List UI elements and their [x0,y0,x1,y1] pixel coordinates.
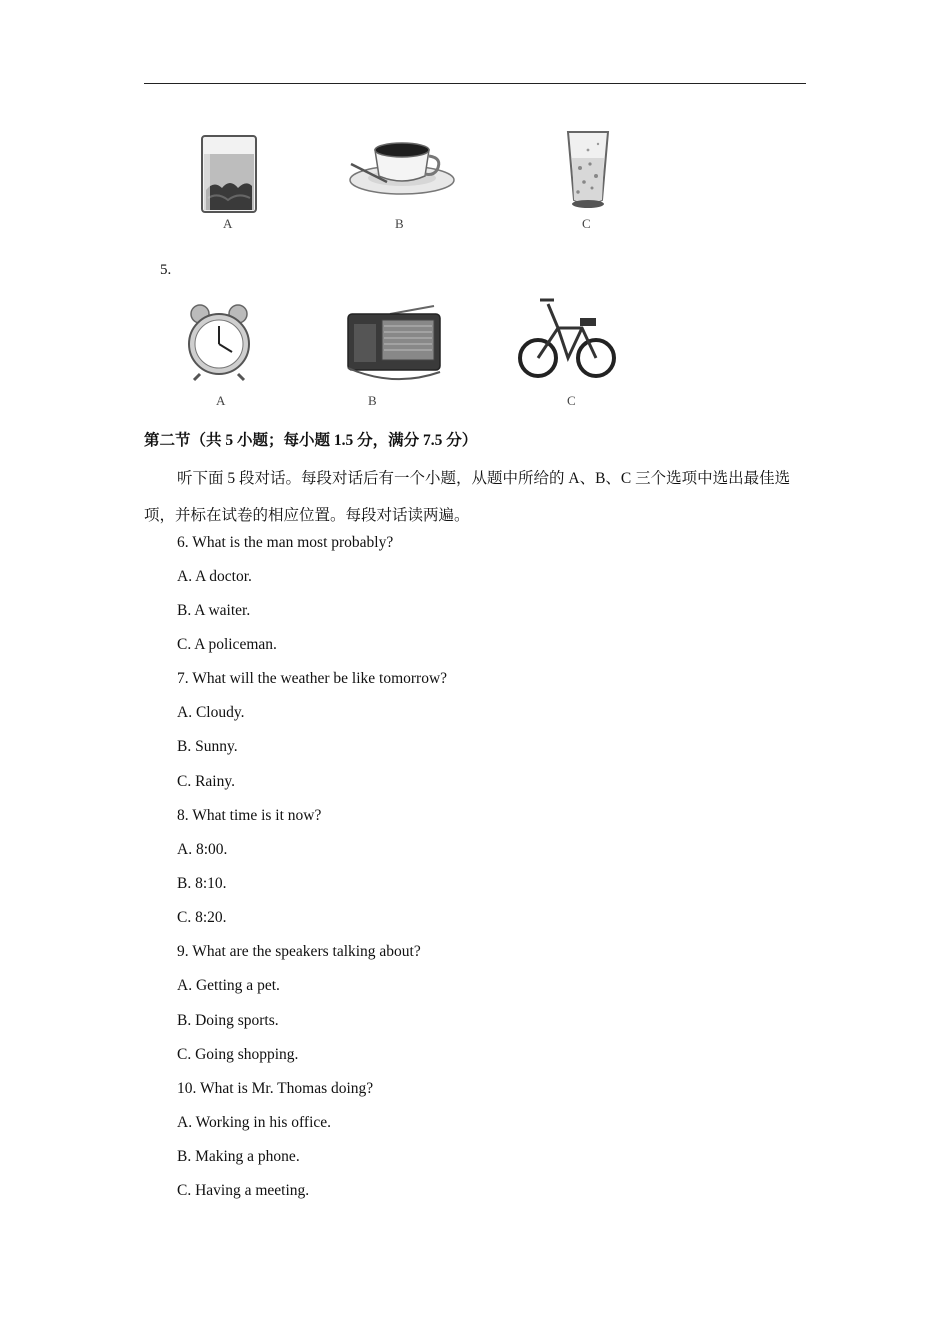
answer-option: A. Getting a pet. [177,977,280,994]
question-stem: 10. What is Mr. Thomas doing? [177,1080,374,1097]
answer-option: B. 8:10. [177,875,227,892]
answer-option: C. 8:20. [177,909,227,926]
answer-option: C. A policeman. [177,636,277,653]
question-stem: 7. What will the weather be like tomorrow? [177,670,448,687]
header-rule [144,83,806,84]
answer-option: A. A doctor. [177,568,252,585]
answer-option: A. 8:00. [177,841,228,858]
option-label-a: A [216,393,226,408]
answer-option: A. Working in his office. [177,1114,332,1131]
question-stem: 6. What is the man most probably? [177,534,394,551]
coffee-cup-icon [347,132,457,198]
alarm-clock-icon [186,304,252,382]
question-number-5: 5. [160,262,172,278]
radio-icon [344,302,448,384]
answer-option: C. Having a meeting. [177,1182,310,1199]
option-label-c: C [567,393,576,408]
option-label-b: B [368,393,377,408]
answer-option: C. Going shopping. [177,1046,299,1063]
tea-glass-icon [198,132,260,216]
answer-option: B. A waiter. [177,602,251,619]
option-label-c: C [582,216,591,231]
bicycle-icon [518,292,616,382]
option-label-b: B [395,216,404,231]
answer-option: B. Doing sports. [177,1012,279,1029]
section-instructions: 听下面 5 段对话。每段对话后有一个小题，从题中所给的 A、B、C 三个选项中选出最佳选项，并标在试卷的相应位置。每段对话读两遍。 [144,470,791,524]
answer-option: B. Making a phone. [177,1148,300,1165]
answer-option: C. Rainy. [177,773,235,790]
answer-option: B. Sunny. [177,738,238,755]
soda-glass-icon [564,128,612,210]
option-label-a: A [223,216,233,231]
section-title: 第二节（共 5 小题；每小题 1.5 分，满分 7.5 分） [144,432,478,449]
question-stem: 9. What are the speakers talking about? [177,943,421,960]
question-stem: 8. What time is it now? [177,807,322,824]
answer-option: A. Cloudy. [177,704,245,721]
